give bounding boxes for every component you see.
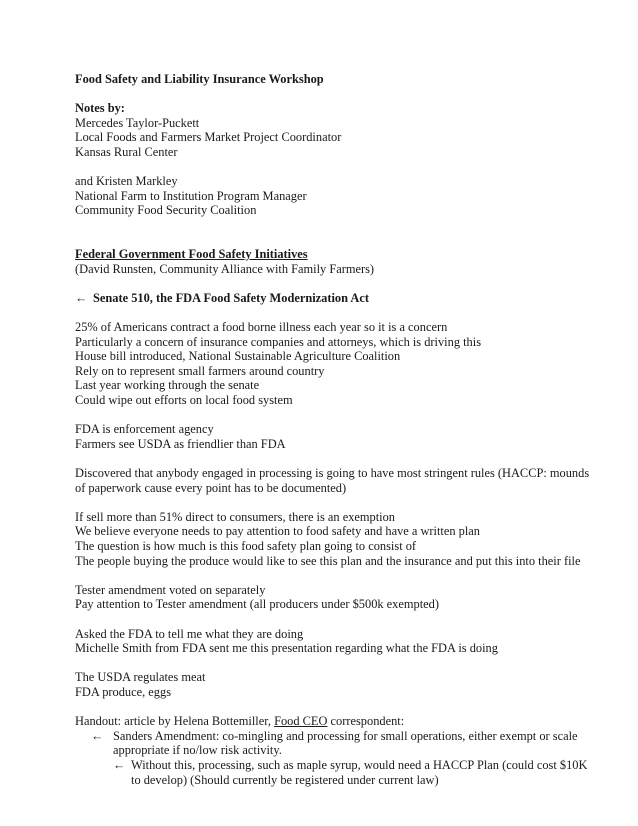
- author-name: Mercedes Taylor-Puckett: [75, 115, 200, 130]
- section-heading: Federal Government Food Safety Initiatives: [75, 247, 308, 262]
- text-line: The USDA regulates meat: [75, 670, 206, 685]
- list-item: [113, 758, 595, 787]
- text-line: FDA produce, eggs: [75, 684, 172, 699]
- text-line: Particularly a concern of insurance companies and attorneys, which is driving this: [75, 334, 482, 349]
- text-line: of paperwork cause every point has to be documented): [75, 480, 347, 495]
- text-line: Rely on to represent small farmers around country: [75, 363, 325, 378]
- document-title: Food Safety and Liability Insurance Workshop: [75, 72, 324, 86]
- text-line: Pay attention to Tester amendment (all producers under $500k exempted): [75, 597, 439, 612]
- text-line: We believe everyone needs to pay attention to food safety and have a written plan: [75, 524, 480, 539]
- text-line: If sell more than 51% direct to consumers, there is an exemption: [75, 509, 395, 524]
- text-line: Discovered that anybody engaged in processing is going to have most stringent rules (HACCP: mounds: [75, 466, 590, 481]
- arrow-left-icon: ←: [75, 290, 88, 305]
- text-line: The question is how much is this food safety plan going to consist of: [75, 539, 417, 553]
- handout-line: [75, 714, 595, 729]
- list-item-continuation: appropriate if no/low risk activity.: [113, 743, 282, 758]
- arrow-left-icon: ←: [91, 728, 104, 743]
- act-heading: [75, 291, 595, 306]
- text-line: Asked the FDA to tell me what they are doing: [75, 626, 304, 641]
- handout-suffix: correspondent:: [327, 714, 405, 729]
- text-line: Could wipe out efforts on local food system: [75, 393, 293, 408]
- text-line: FDA is enforcement agency: [75, 422, 214, 437]
- list-item-text: Sanders Amendment: co-mingling and processing for small operations, either exempt or scale: [113, 728, 578, 743]
- notes-label: Notes by:: [75, 101, 125, 116]
- text-line: Michelle Smith from FDA sent me this presentation regarding what the FDA is doing: [75, 641, 498, 656]
- section-subheading: (David Runsten, Community Alliance with Family Farmers): [75, 261, 375, 276]
- text-line: Last year working through the senate: [75, 378, 260, 393]
- food-ceo-link[interactable]: Food CEO: [274, 714, 328, 729]
- list-item-text: Without this, processing, such as maple syrup, would need a HACCP Plan (could cost $10K: [131, 757, 588, 772]
- text-line: Tester amendment voted on separately: [75, 582, 266, 597]
- text-line: The people buying the produce would like to see this plan and the insurance and put this into their file: [75, 553, 581, 568]
- text-line: 25% of Americans contract a food borne illness each year so it is a concern: [75, 320, 448, 335]
- document-body: [75, 72, 595, 787]
- act-heading-text: Senate 510, the FDA Food Safety Modernization Act: [93, 290, 370, 305]
- list-item: [83, 729, 595, 758]
- author-org: Kansas Rural Center: [75, 144, 178, 159]
- text-line: House bill introduced, National Sustainable Agriculture Coalition: [75, 349, 401, 364]
- author-name: and Kristen Markley: [75, 174, 178, 189]
- arrow-left-icon: ←: [113, 757, 126, 772]
- text-line: Farmers see USDA as friendlier than FDA: [75, 436, 286, 451]
- list-item-line: [83, 729, 595, 744]
- handout-prefix: Handout: article by Helena Bottemiller,: [75, 714, 275, 729]
- list-item-line: [113, 758, 595, 773]
- author-role: National Farm to Institution Program Manager: [75, 188, 307, 203]
- author-org: Community Food Security Coalition: [75, 203, 257, 218]
- list-item-continuation: to develop) (Should currently be registered under current law): [131, 772, 439, 787]
- author-role: Local Foods and Farmers Market Project Coordinator: [75, 130, 342, 145]
